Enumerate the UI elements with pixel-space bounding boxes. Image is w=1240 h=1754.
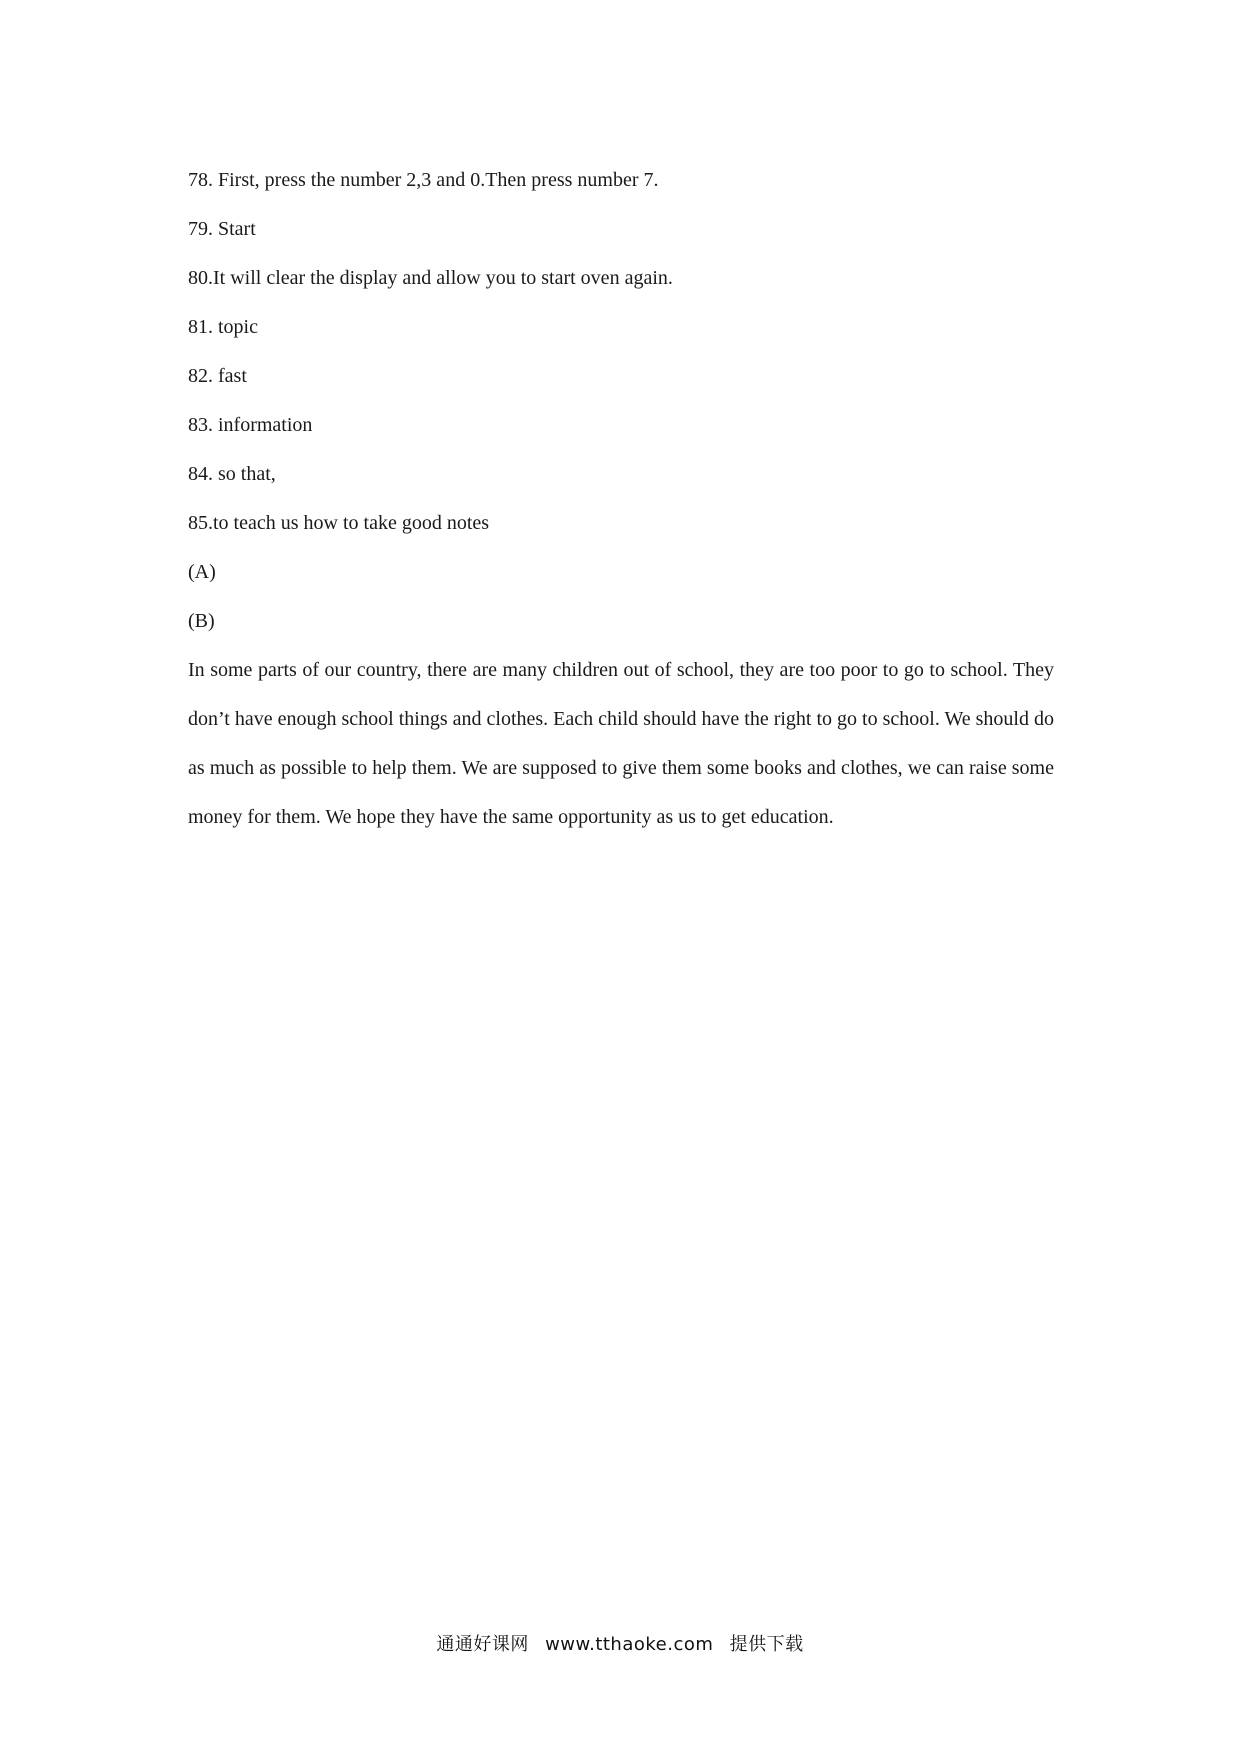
essay-paragraph: In some parts of our country, there are many children out of school, they are too poor to go to school. They don’t have enough school things and clothes. Each child should have the right to go to school. We should do as much as possible to help them. We are supposed to give them some books and clothes, we can raise some money for them. We hope they have the same opportunity as us to get education. bbox=[188, 659, 1054, 828]
footer-site-name: 通通好课网 bbox=[436, 1634, 529, 1655]
answer-84: 84. so that, bbox=[188, 463, 276, 485]
answer-78: 78. First, press the number 2,3 and 0.Then press number 7. bbox=[188, 169, 659, 191]
answer-80: 80.It will clear the display and allow you to start oven again. bbox=[188, 267, 673, 289]
answer-81: 81. topic bbox=[188, 316, 258, 338]
answer-85: 85.to teach us how to take good notes bbox=[188, 512, 490, 534]
page-footer bbox=[0, 1630, 1240, 1656]
answer-79: 79. Start bbox=[188, 218, 256, 240]
answer-content bbox=[188, 156, 1054, 842]
answer-83: 83. information bbox=[188, 414, 313, 436]
footer-suffix: 提供下载 bbox=[729, 1634, 804, 1655]
footer-url: www.tthaoke.com bbox=[545, 1634, 714, 1655]
answer-82: 82. fast bbox=[188, 365, 247, 387]
section-b-label: (B) bbox=[188, 610, 215, 632]
section-a-label: (A) bbox=[188, 561, 216, 583]
